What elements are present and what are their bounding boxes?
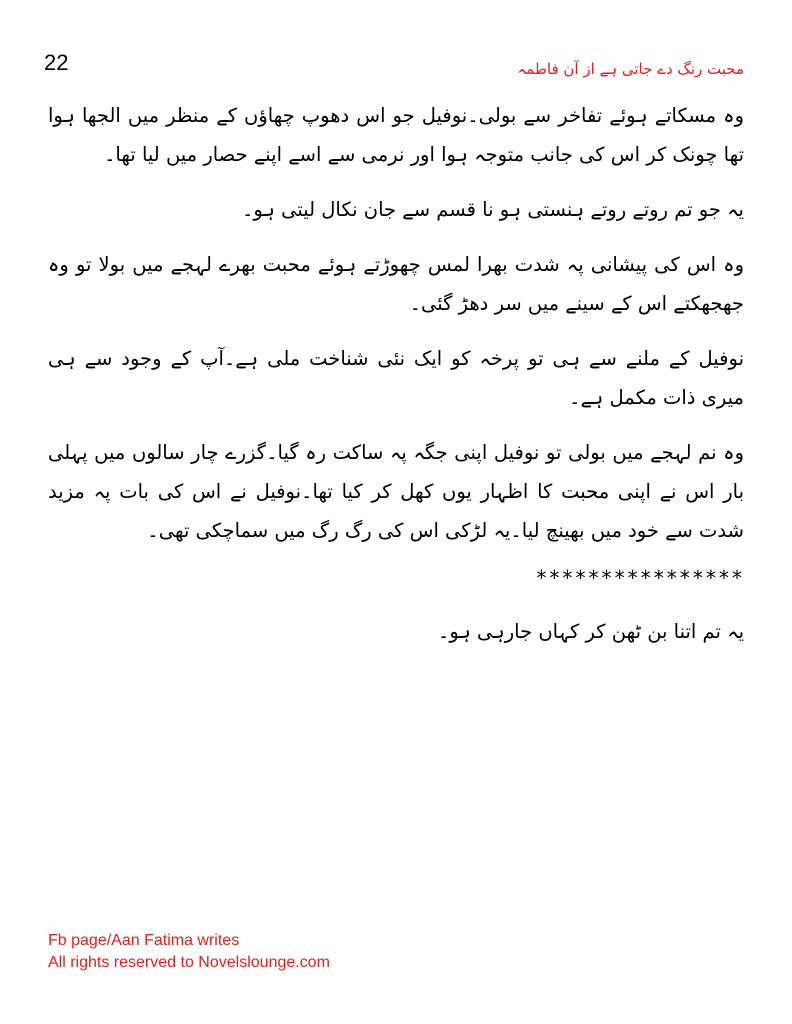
footer-rights: All rights reserved to Novelslounge.com bbox=[48, 954, 330, 971]
footer bbox=[48, 930, 330, 974]
body-text bbox=[48, 96, 744, 667]
running-header: محبت رنگ دے جاتی ہے از آن فاطمہ bbox=[517, 60, 744, 78]
paragraph: نوفیل کے ملنے سے ہی تو پرخہ کو ایک نئی شناخت ملی ہے۔آپ کے وجود سے ہی میری ذات مکمل ہے۔ bbox=[48, 347, 744, 409]
section-separator: **************** bbox=[535, 566, 744, 590]
paragraph: وہ اس کی پیشانی پہ شدت بھرا لمس چھوڑتے ہوئے محبت بھرے لہجے میں بولا تو وہ جھجھکتے اس کے سینے میں سر دھڑ گئی۔ bbox=[48, 253, 744, 315]
paragraph: وہ نم لہجے میں بولی تو نوفیل اپنی جگہ پہ ساکت رہ گیا۔گزرے چار سالوں میں پہلی بار اس نے اپنی محبت کا اظہار یوں کھل کر کیا تھا۔نوفیل نے اس کی بات پہ مزید شدت سے خود میں بھینچ لیا۔یہ لڑکی اس کی رگ رگ میں سماچکی تھی۔ bbox=[48, 441, 744, 542]
closing-paragraph: یہ تم اتنا بن ٹھن کر کہاں جارہی ہو۔ bbox=[437, 620, 744, 643]
paragraph: یہ جو تم روتے روتے ہنستی ہو نا قسم سے جان نکال لیتی ہو۔ bbox=[241, 198, 744, 221]
footer-fb-page: Fb page/Aan Fatima writes bbox=[48, 932, 240, 949]
page-number: 22 bbox=[44, 50, 69, 75]
paragraph: وہ مسکاتے ہوئے تفاخر سے بولی۔نوفیل جو اس دھوپ چھاؤں کے منظر میں الجھا ہوا تھا چونک کر اس کی جانب متوجہ ہوا اور نرمی سے اسے اپنے حصار میں لیا تھا۔ bbox=[48, 104, 744, 166]
